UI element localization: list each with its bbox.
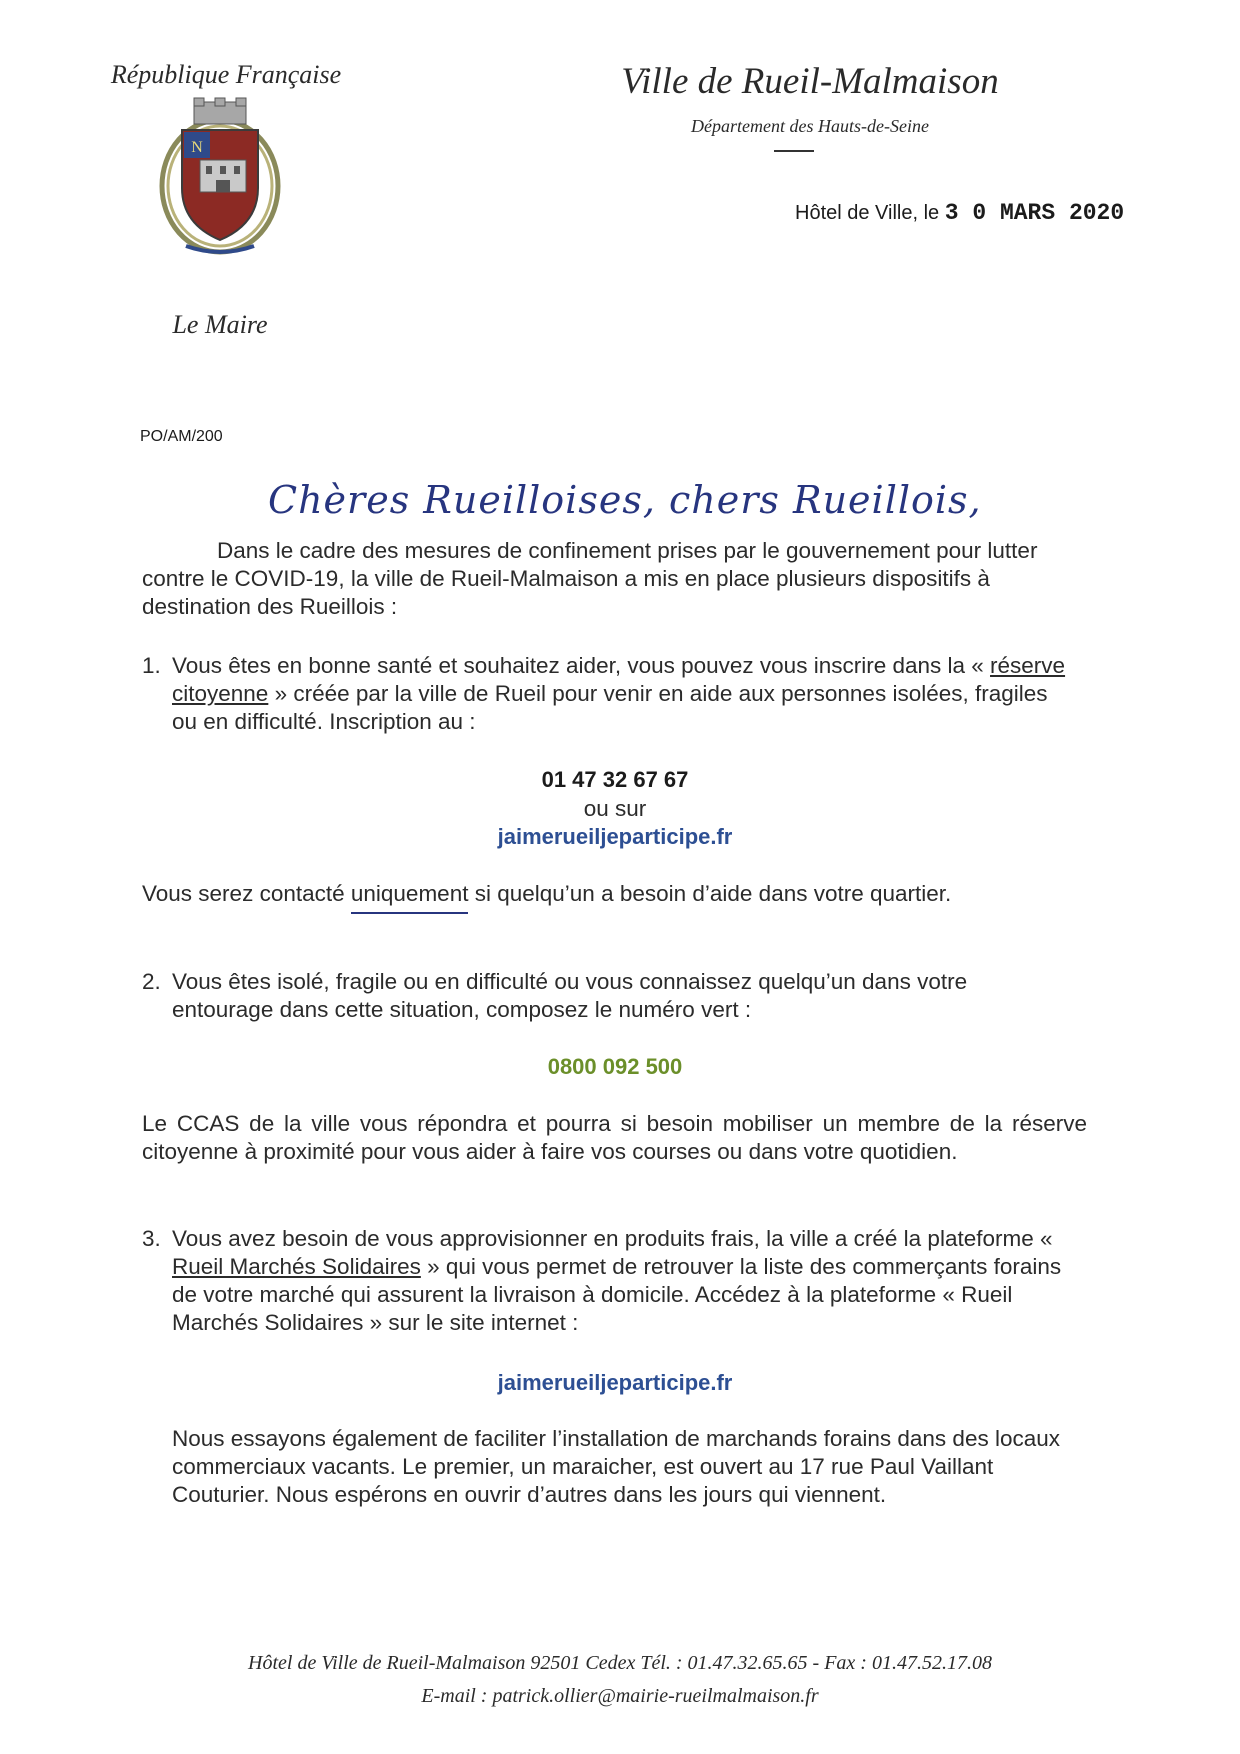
footer-email[interactable]: E-mail : patrick.ollier@mairie-rueilmalmaison.fr bbox=[421, 1685, 819, 1707]
intro-text: Dans le cadre des mesures de confinement prises par le gouvernement pour lutter contre le COVID-19, la ville de Rueil-Malmaison a mis en place plusieurs dispositifs à destination des Rueillois : bbox=[142, 538, 1038, 619]
item-3-text-before: Vous avez besoin de vous approvisionner en produits frais, la ville a créé la plateforme « bbox=[172, 1226, 1053, 1251]
date-prefix: Hôtel de Ville, le bbox=[795, 202, 940, 224]
reserve-citoyenne-link: réserve citoyenne bbox=[172, 653, 1066, 706]
svg-text:N: N bbox=[191, 139, 203, 156]
republic-heading: République Française bbox=[110, 60, 342, 89]
rueil-marches-solidaires-link: Rueil Marchés Solidaires bbox=[172, 1254, 421, 1279]
reference-code: PO/AM/200 bbox=[140, 428, 223, 445]
closing-paragraph: Nous essayons également de faciliter l’installation de marchands forains dans des locaux commerciaux vacants. Le premier, un maraicher, est ouvert au 17 rue Paul Vaillant Couturier. Nous espérons en ouvrir d’autres dans les jours qui viennent. bbox=[172, 1426, 1060, 1507]
item-1-text-before: Vous êtes en bonne santé et souhaitez aider, vous pouvez vous inscrire dans la « bbox=[172, 653, 991, 678]
department-separator bbox=[774, 150, 814, 152]
city-coat-of-arms-icon bbox=[150, 96, 290, 258]
mayor-title: Le Maire bbox=[172, 310, 268, 339]
website-link-1[interactable]: jaimerueiljeparticipe.fr bbox=[497, 824, 733, 849]
contact-note-after: si quelqu’un a besoin d’aide dans votre quartier. bbox=[468, 881, 952, 906]
item-1-text-after: » créée par la ville de Rueil pour venir en aide aux personnes isolées, fragiles ou en difficulté. Inscription au : bbox=[172, 681, 1048, 734]
ccas-paragraph: Le CCAS de la ville vous répondra et pourra si besoin mobiliser un membre de la réserve citoyenne à proximité pour vous aider à faire vos courses ou dans votre quotidien. bbox=[142, 1111, 1087, 1164]
item-3-number: 3. bbox=[142, 1226, 161, 1251]
contact-note-before: Vous serez contacté bbox=[142, 881, 351, 906]
item-3-paragraph bbox=[172, 1225, 1067, 1337]
city-heading: Ville de Rueil-Malmaison bbox=[621, 61, 999, 102]
item-1-number: 1. bbox=[142, 653, 161, 678]
intro-paragraph bbox=[142, 537, 1067, 621]
item-1-paragraph bbox=[172, 652, 1067, 736]
registration-phone: 01 47 32 67 67 bbox=[541, 767, 689, 792]
toll-free-number: 0800 092 500 bbox=[547, 1054, 683, 1079]
item-3-text-after: » qui vous permet de retrouver la liste des commerçants forains de votre marché qui assurent la livraison à domicile. Accédez à la plateforme « Rueil Marchés Solidaires » sur le site internet : bbox=[172, 1254, 1062, 1335]
contact-note-emphasis: uniquement bbox=[351, 881, 469, 914]
or-text: ou sur bbox=[583, 796, 647, 821]
date-line bbox=[795, 200, 1135, 226]
item-2-number: 2. bbox=[142, 969, 161, 994]
date-stamp: 3 0 MARS 2020 bbox=[944, 200, 1125, 226]
item-2-paragraph: Vous êtes isolé, fragile ou en difficulté ou vous connaissez quelqu’un dans votre entourage dans cette situation, composez le numéro vert : bbox=[172, 969, 968, 1022]
footer-address: Hôtel de Ville de Rueil-Malmaison 92501 Cedex Tél. : 01.47.32.65.65 - Fax : 01.47.52.17.08 bbox=[248, 1652, 992, 1674]
handwritten-greeting: Chères Rueilloises, chers Rueillois, bbox=[268, 478, 982, 522]
department-heading: Département des Hauts-de-Seine bbox=[691, 116, 929, 136]
website-link-2[interactable]: jaimerueiljeparticipe.fr bbox=[497, 1370, 733, 1395]
contact-note bbox=[142, 880, 1102, 908]
